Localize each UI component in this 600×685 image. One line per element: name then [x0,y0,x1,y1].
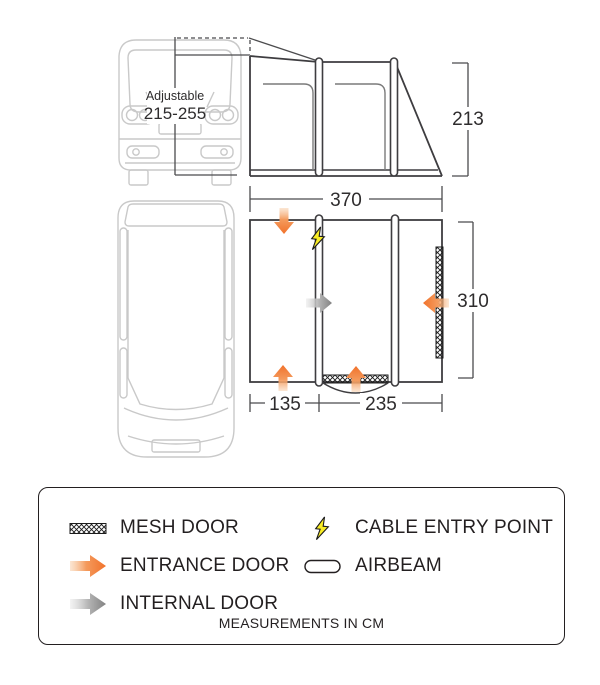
internal-door-icon [69,592,107,616]
dimension-depth [454,222,492,378]
awning-side-view [250,56,442,176]
legend-label: MESH DOOR [120,517,239,538]
measurements-note: MEASUREMENTS IN CM [218,615,385,631]
legend-label: ENTRANCE DOOR [120,555,290,576]
cable-entry-icon [304,514,342,542]
dimension-width [250,186,442,212]
awning-plan-view [250,208,449,393]
legend-item-entrance-door [69,552,289,580]
entrance-door-icon [69,554,107,578]
legend-item-mesh-door [69,514,239,542]
legend-label: CABLE ENTRY POINT [355,517,554,538]
legend-label: AIRBEAM [355,555,442,576]
legend-item-internal-door [69,590,278,618]
adjustable-label: Adjustable [145,89,205,103]
entrance-door-arrow-top [274,208,294,234]
width-value: 370 [330,190,362,211]
adjustable-range-value: 215-255 [143,104,207,123]
van-top-view [118,201,234,457]
height-value: 213 [452,109,484,130]
dimension-height [449,63,487,176]
mesh-door-icon [69,522,107,535]
depth-value: 310 [457,291,489,312]
airbeam-icon [304,559,342,574]
legend-label: INTERNAL DOOR [120,593,279,614]
section-middle-value: 235 [365,394,397,415]
entrance-door-arrow-bottom-left [273,365,293,391]
legend-item-airbeam [304,552,442,580]
legend [38,487,565,645]
dimension-sections [250,393,442,415]
section-left-value: 135 [269,394,301,415]
legend-item-cable-entry [304,514,553,542]
side-door-outlines [263,84,385,170]
